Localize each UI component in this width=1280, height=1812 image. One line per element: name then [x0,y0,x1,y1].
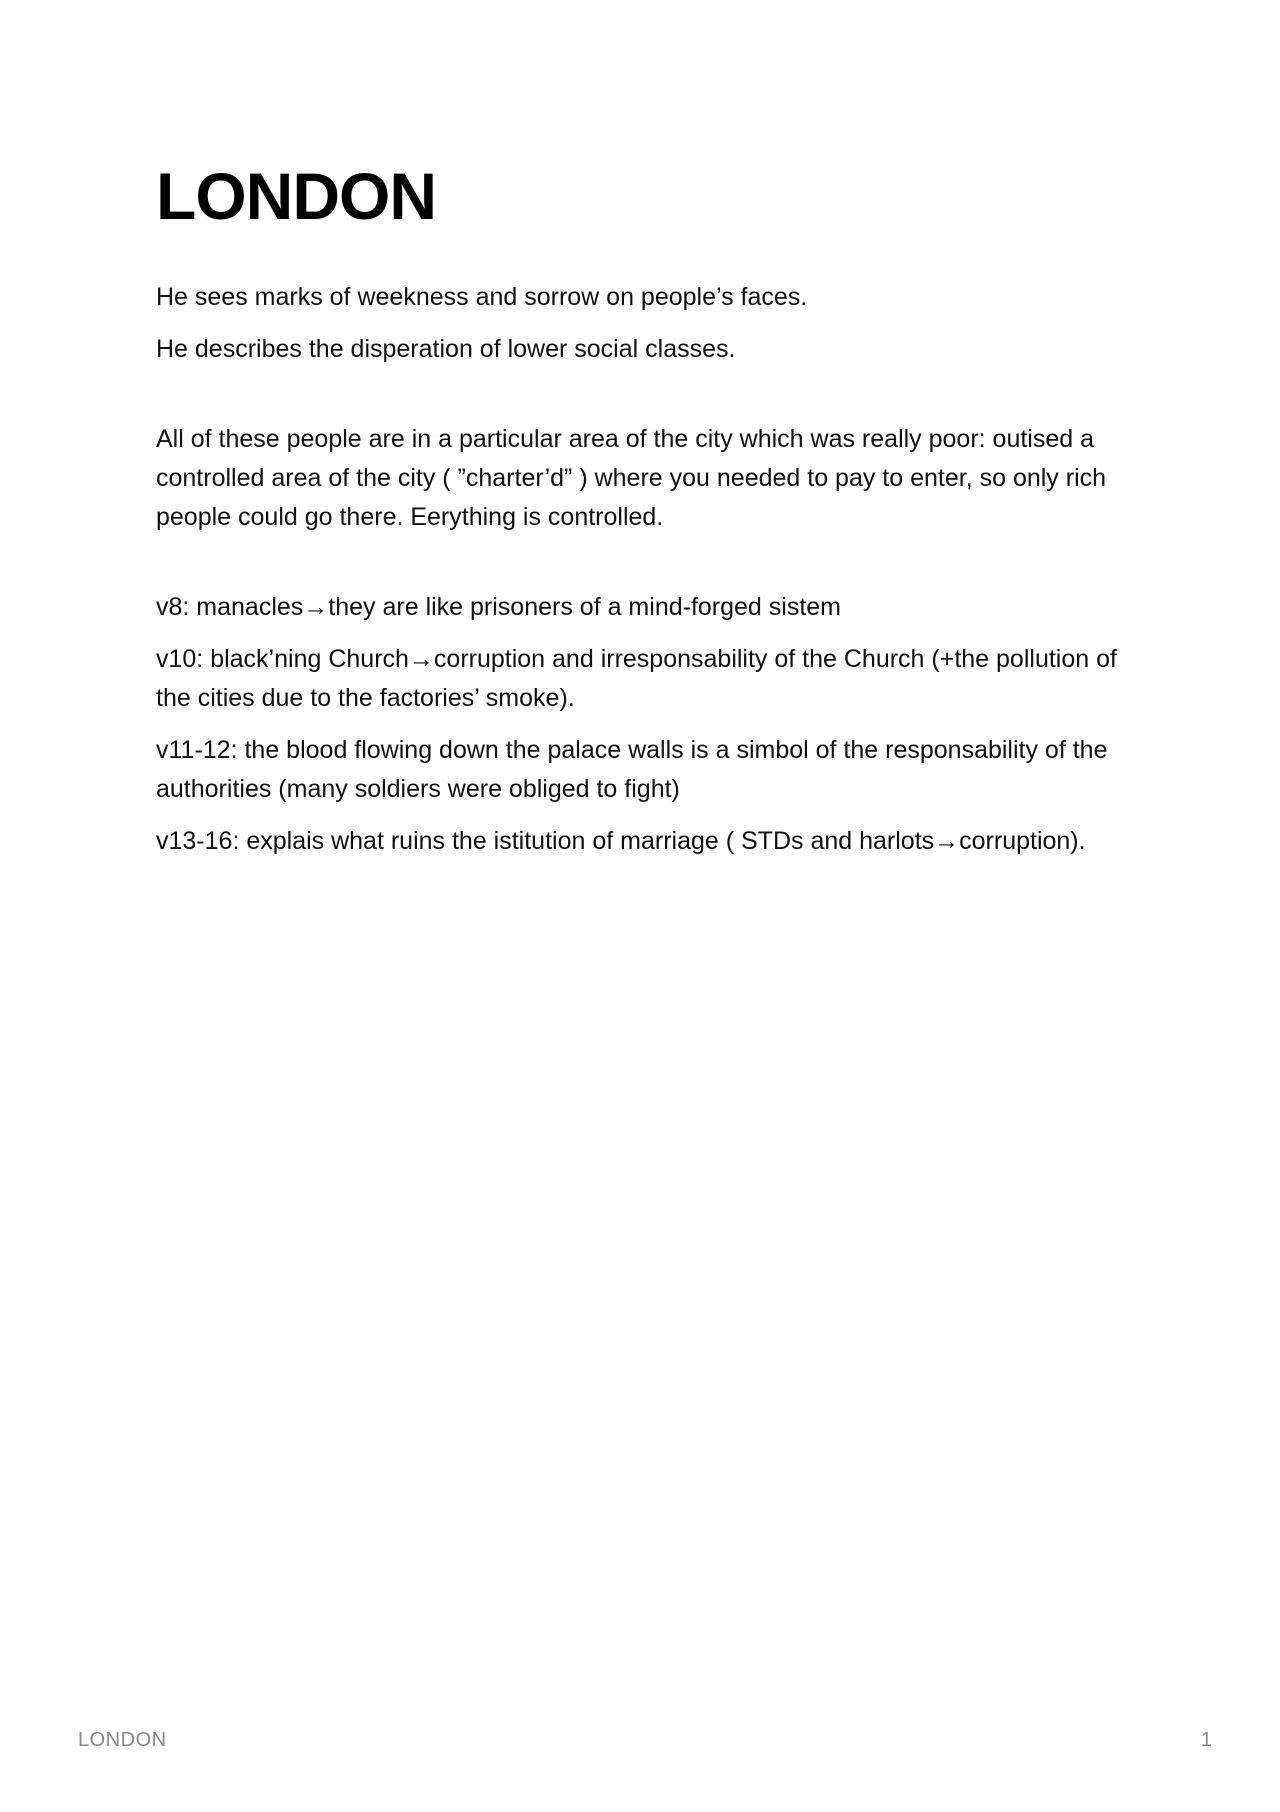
paragraph-1: He sees marks of weekness and sorrow on people’s faces. [156,283,808,311]
paragraph-3: All of these people are in a particular area of the city which was really poor: outised a controlled area of the city ( ”charter’d” ) where you needed to pay to enter, so only rich people could go there. Eerything is controlled. [156,425,1107,531]
footer-page-number: 1 [1200,1729,1212,1751]
paragraph-6: v11-12: the blood flowing down the palace walls is a simbol of the responsability of the authorities (many soldiers were obliged to fight) [156,736,1108,803]
page-content [156,160,1136,861]
page-title: LONDON [156,159,436,233]
paragraph-4: v8: manacles→they are like prisoners of a mind-forged sistem [156,593,842,621]
paragraph-2: He describes the disperation of lower social classes. [156,335,736,363]
paragraph-7: v13-16: explais what ruins the istitution of marriage ( STDs and harlots→corruption). [156,827,1086,855]
paragraph-5: v10: black’ning Church→corruption and irresponsability of the Church (+the pollution of the cities due to the factories’ smoke). [156,645,1117,712]
footer-title: LONDON [78,1729,167,1751]
